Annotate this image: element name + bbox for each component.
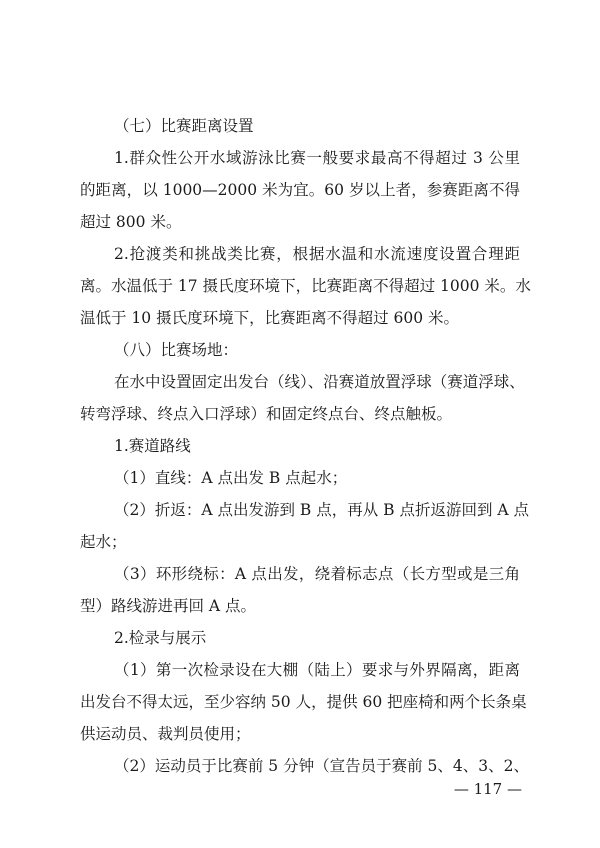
list-item: （2）运动员于比赛前 5 分钟（宣告员于赛前 5、4、3、2、	[114, 757, 529, 775]
paragraph-line: 1.群众性公开水域游泳比赛一般要求最高不得超过 3 公里	[114, 149, 520, 167]
paragraph-line: 在水中设置固定出发台（线）、沿赛道放置浮球（赛道浮球、	[114, 373, 525, 391]
list-item: （3）环形绕标：A 点出发，绕着标志点（长方型或是三角	[114, 565, 520, 583]
paragraph-line: 的距离，以 1000—2000 米为宜。60 岁以上者，参赛距离不得	[80, 181, 520, 199]
paragraph-line: 超过 800 米。	[80, 213, 182, 231]
list-item-continuation: 型）路线游进再回 A 点。	[80, 597, 257, 615]
subheading-check-in: 2.检录与展示	[114, 629, 207, 647]
list-item-continuation: 起水；	[80, 533, 127, 551]
list-item: （1）直线：A 点出发 B 点起水；	[114, 469, 348, 487]
subheading-course-route: 1.赛道路线	[114, 437, 191, 455]
page-number: — 117 —	[453, 780, 522, 798]
list-item-continuation: 出发台不得太远，至少容纳 50 人，提供 60 把座椅和两个长条桌	[80, 693, 527, 711]
list-item-continuation: 供运动员、裁判员使用；	[80, 725, 251, 743]
paragraph-line: 离。水温低于 17 摄氏度环境下，比赛距离不得超过 1000 米。水	[80, 277, 531, 295]
list-item: （2）折返：A 点出发游到 B 点，再从 B 点折返游回到 A 点	[114, 501, 530, 519]
paragraph-line: 2.抢渡类和挑战类比赛，根据水温和水流速度设置合理距	[114, 245, 520, 263]
section-heading-7: （七）比赛距离设置	[114, 117, 254, 135]
paragraph-line: 温低于 10 摄氏度环境下，比赛距离不得超过 600 米。	[80, 309, 460, 327]
paragraph-line: 转弯浮球、终点入口浮球）和固定终点台、终点触板。	[80, 405, 453, 423]
list-item: （1）第一次检录设在大棚（陆上）要求与外界隔离，距离	[114, 661, 520, 679]
section-heading-8: （八）比赛场地：	[114, 341, 239, 359]
